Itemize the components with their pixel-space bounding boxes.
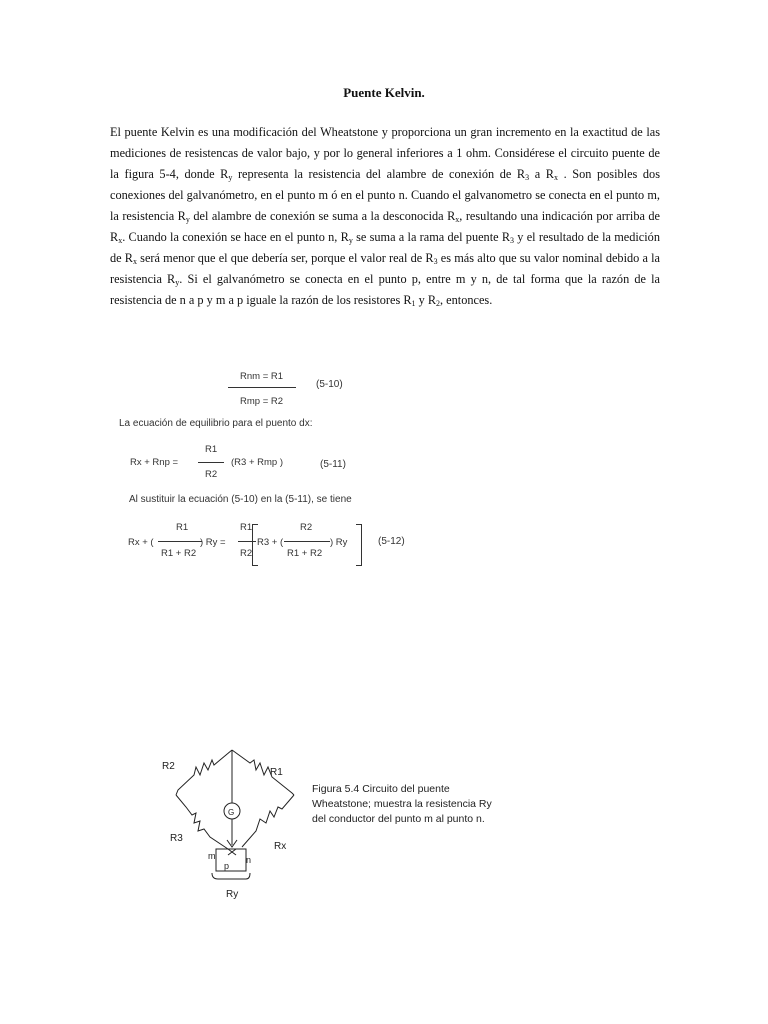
ry-bracket bbox=[212, 873, 250, 879]
eq512-lhs-b: ) Ry = bbox=[200, 537, 226, 548]
body-paragraph: El puente Kelvin es una modificación del Wheatstone y proporciona un gran incremento en la exactitud de las mediciones de resistencas de valor bajo, y por lo general inferiores a 1 ohm. Considérese el circuito puente de la figura 5-4, donde $R_y$ representa la resistencia del alambre de conexión de $R_3$ a $R_x$ . Son posibles dos conexiones del galvanómetro, en el punto m ó en el punto n. Cuando el galvanometro se conecta en el punto m, la resistencia $R_y$ del alambre de conexión se suma a la desconocida $R_x$, resultando una indicación por arriba de $R_x$. Cuando la conexión se hace en el punto n, $R_y$ se suma a la rama del puente $R_3$ y el resultado de la medición de $R_x$ será menor que el que debería ser, porque el valor real de $R_3$ es más alto que su valor nominal debido a la resistencia $R_y$. Si el galvanómetro se conecta en el punto p, entre m y n, de tal forma que la razón de la resistencia de n a p y m a p iguale la razón de los resistores $R_1$ y $R_2$, entonces. bbox=[110, 125, 661, 308]
label-r2: R2 bbox=[162, 761, 175, 772]
label-g: G bbox=[228, 808, 235, 817]
r3-branch bbox=[176, 795, 228, 849]
eq511-fraction-line bbox=[198, 462, 224, 463]
label-m: m bbox=[208, 851, 216, 861]
eq511-denominator: R2 bbox=[205, 469, 218, 480]
r1-resistor bbox=[232, 750, 294, 795]
eq511-lhs: Rx + Rnp = bbox=[130, 457, 179, 468]
caption-line: Wheatstone; muestra la resistencia Ry bbox=[312, 798, 492, 810]
eq511-label: (5-11) bbox=[320, 459, 346, 470]
eq511-rhs: (R3 + Rmp ) bbox=[231, 457, 283, 468]
eq512-fraction-line-a bbox=[158, 541, 202, 542]
kelvin-bridge-diagram bbox=[150, 745, 310, 910]
eq510-fraction-line bbox=[228, 387, 296, 388]
label-rx: Rx bbox=[274, 841, 287, 852]
rx-resistor bbox=[242, 795, 294, 847]
eq512-den-a: R1 + R2 bbox=[161, 548, 197, 559]
label-n: n bbox=[246, 855, 252, 865]
label-r3: R3 bbox=[170, 833, 183, 844]
label-ry: Ry bbox=[226, 889, 239, 900]
eq512-lhs-a: Rx + ( bbox=[128, 537, 154, 548]
eq512-num-a: R1 bbox=[176, 522, 189, 533]
caption-line: del conductor del punto m al punto n. bbox=[312, 813, 485, 825]
equilibrium-text: La ecuación de equilibrio para el puento dx: bbox=[119, 418, 313, 429]
eq512-ry: ) Ry bbox=[330, 537, 348, 548]
eq512-right-bracket bbox=[356, 524, 362, 566]
eq512-label: (5-12) bbox=[378, 536, 405, 547]
substitution-text: Al sustituir la ecuación (5-10) en la (5-11), se tiene bbox=[129, 494, 352, 505]
eq510-denominator: Rmp = R2 bbox=[240, 396, 284, 407]
page-title: Puente Kelvin. bbox=[343, 85, 425, 100]
label-r1: R1 bbox=[270, 767, 283, 778]
eq510-numerator: Rnm = R1 bbox=[240, 371, 284, 382]
eq511-numerator: R1 bbox=[205, 444, 218, 455]
eq512-den-b: R2 bbox=[240, 548, 253, 559]
caption-line: Figura 5.4 Circuito del puente bbox=[312, 783, 450, 795]
figure-caption bbox=[312, 782, 492, 827]
label-p: p bbox=[224, 861, 230, 871]
r2-resistor bbox=[176, 750, 232, 795]
eq512-r3: R3 + ( bbox=[257, 537, 284, 548]
eq510-label: (5-10) bbox=[316, 379, 343, 390]
eq512-den-c: R1 + R2 bbox=[287, 548, 323, 559]
eq512-num-b: R1 bbox=[240, 522, 253, 533]
eq512-fraction-line-c bbox=[284, 541, 330, 542]
eq512-num-c: R2 bbox=[300, 522, 313, 533]
